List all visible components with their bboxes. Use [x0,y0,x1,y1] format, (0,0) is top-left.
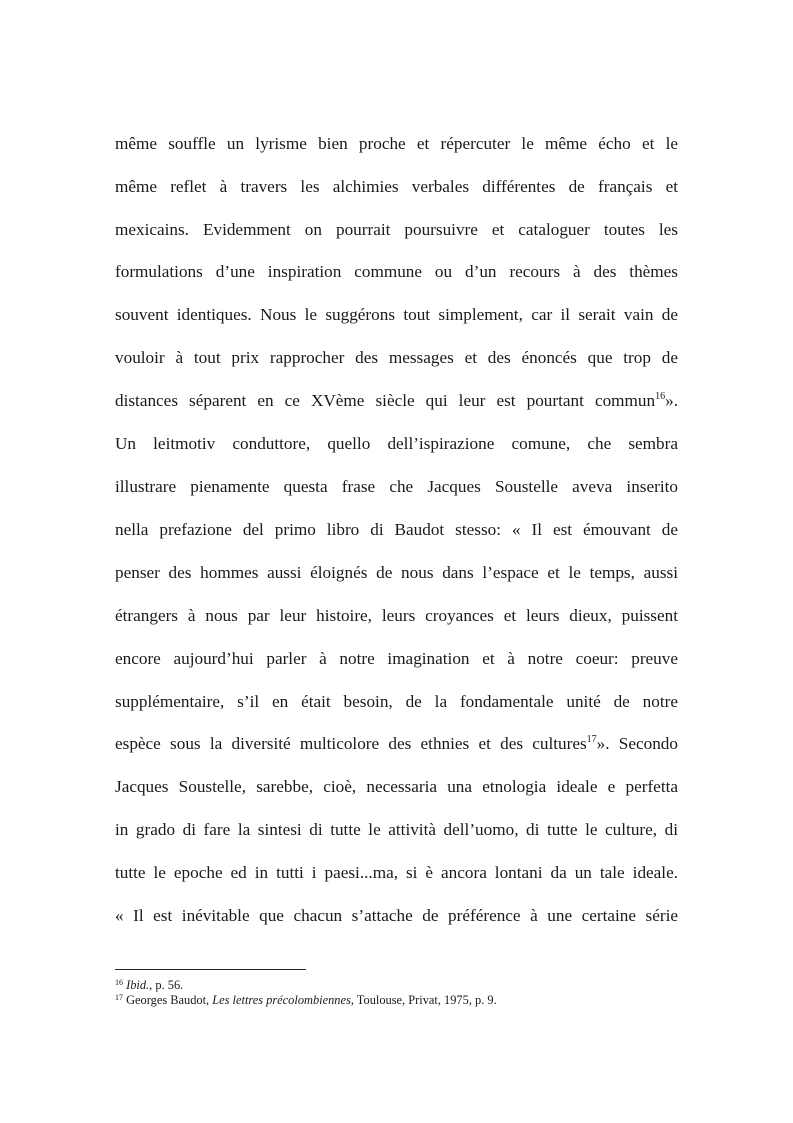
footnote-separator [115,969,306,970]
footnote-number: 17 [115,993,123,1002]
body-line: même reflet à travers les alchimies verbales différentes de français et [115,177,678,196]
body-line-text: distances séparent en ce XVème siècle qui leur est pourtant commun [115,391,656,410]
body-line-tail: ». [665,391,678,410]
footnote-number: 16 [115,978,123,987]
body-line: mexicains. Evidemment on pourrait poursuivre et cataloguer toutes les [115,220,678,239]
footnote-16 [115,978,183,993]
body-line-text: espèce sous la diversité multicolore des ethnies et des cultures [115,734,587,753]
footnote-ref-17[interactable]: 17 [586,734,597,745]
footnote-italic: Ibid. [126,978,150,992]
body-line: tutte le epoche ed in tutti i paesi...ma, si è ancora lontani da un tale ideale. [115,863,678,882]
body-line: étrangers à nous par leur histoire, leurs croyances et leurs dieux, puissent [115,606,678,625]
footnote-text: , p. 56. [149,978,184,992]
footnote-text: Toulouse, Privat, 1975, p. 9. [353,993,497,1007]
body-line: souvent identiques. Nous le suggérons tout simplement, car il serait vain de [115,305,678,324]
body-line-with-footnote-17 [115,733,678,755]
body-line-with-footnote-16 [115,390,678,412]
body-line: formulations d’une inspiration commune ou d’un recours à des thèmes [115,262,678,281]
footnote-italic: Les lettres précolombiennes, [212,993,354,1007]
body-line: même souffle un lyrisme bien proche et répercuter le même écho et le [115,134,678,153]
body-line: encore aujourd’hui parler à notre imagination et à notre coeur: preuve [115,649,678,668]
footnote-ref-16[interactable]: 16 [655,391,666,402]
body-line: nella prefazione del primo libro di Baudot stesso: « Il est émouvant de [115,520,678,539]
body-line: Jacques Soustelle, sarebbe, cioè, necessaria una etnologia ideale e perfetta [115,777,678,796]
body-line: vouloir à tout prix rapprocher des messages et des énoncés que trop de [115,348,678,367]
body-line: « Il est inévitable que chacun s’attache de préférence à une certaine série [115,906,678,925]
footnote-text: Georges Baudot, [123,993,213,1007]
body-line: Un leitmotiv conduttore, quello dell’ispirazione comune, che sembra [115,434,678,453]
footnote-17 [115,993,497,1008]
body-line-tail: ». Secondo [596,734,678,753]
body-line: in grado di fare la sintesi di tutte le attività dell’uomo, di tutte le culture, di [115,820,678,839]
body-line: illustrare pienamente questa frase che Jacques Soustelle aveva inserito [115,477,678,496]
body-line: supplémentaire, s’il en était besoin, de la fondamentale unité de notre [115,692,678,711]
body-line: penser des hommes aussi éloignés de nous dans l’espace et le temps, aussi [115,563,678,582]
